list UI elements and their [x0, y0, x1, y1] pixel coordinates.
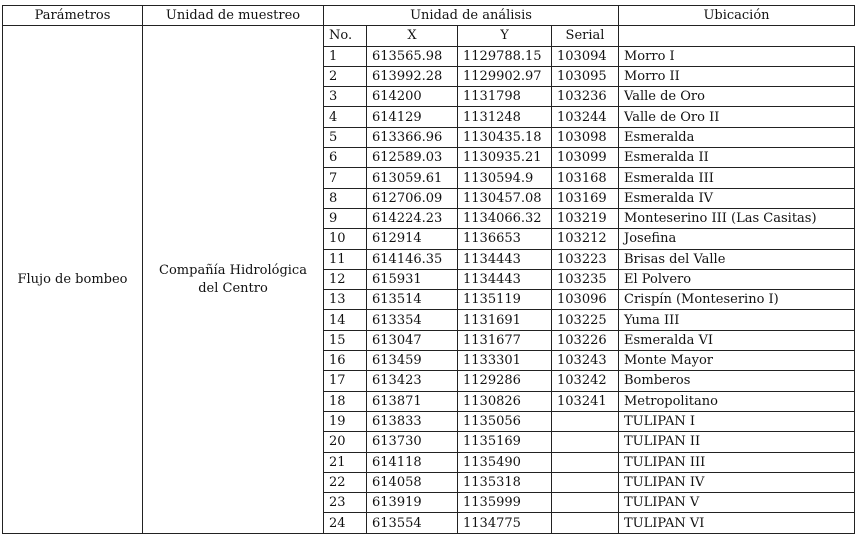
- cell-serial: 103168: [552, 168, 619, 188]
- cell-ubicacion: TULIPAN IV: [619, 472, 855, 492]
- cell-serial: 103244: [552, 107, 619, 127]
- cell-serial: [552, 493, 619, 513]
- cell-y: 1135056: [458, 411, 552, 431]
- cell-serial: 103236: [552, 87, 619, 107]
- cell-no: 8: [324, 188, 367, 208]
- cell-x: 613730: [367, 432, 458, 452]
- cell-x: 612706.09: [367, 188, 458, 208]
- cell-ubicacion: Crispín (Monteserino I): [619, 290, 855, 310]
- cell-no: 17: [324, 371, 367, 391]
- cell-y: 1130826: [458, 391, 552, 411]
- table-body: [3, 26, 855, 533]
- cell-serial: 103099: [552, 148, 619, 168]
- cell-no: 20: [324, 432, 367, 452]
- cell-x: 613514: [367, 290, 458, 310]
- cell-ubicacion: Metropolitano: [619, 391, 855, 411]
- cell-x: 614200: [367, 87, 458, 107]
- cell-y: 1129788.15: [458, 46, 552, 66]
- cell-x: 614224.23: [367, 208, 458, 228]
- cell-serial: [552, 452, 619, 472]
- cell-no: 1: [324, 46, 367, 66]
- cell-y: 1131691: [458, 310, 552, 330]
- cell-y: 1134775: [458, 513, 552, 533]
- cell-y: 1135999: [458, 493, 552, 513]
- cell-no: 6: [324, 148, 367, 168]
- parametro-cell: [3, 26, 143, 533]
- cell-no: 15: [324, 330, 367, 350]
- header-serial: Serial: [552, 26, 619, 46]
- cell-ubicacion: TULIPAN I: [619, 411, 855, 431]
- unidad-muestreo-line1: Compañía Hidrológica: [159, 262, 307, 278]
- header-x: X: [367, 26, 458, 46]
- header-y: Y: [458, 26, 552, 46]
- cell-x: 613354: [367, 310, 458, 330]
- cell-no: 13: [324, 290, 367, 310]
- parametro-text: Flujo de bombeo: [17, 271, 128, 287]
- cell-serial: 103212: [552, 229, 619, 249]
- cell-serial: [552, 472, 619, 492]
- cell-y: 1129902.97: [458, 66, 552, 86]
- cell-serial: 103098: [552, 127, 619, 147]
- header-row-2: [3, 26, 855, 46]
- cell-serial: [552, 411, 619, 431]
- cell-ubicacion: Esmeralda IV: [619, 188, 855, 208]
- cell-ubicacion: TULIPAN II: [619, 432, 855, 452]
- cell-no: 4: [324, 107, 367, 127]
- cell-x: 613871: [367, 391, 458, 411]
- header-ubicacion: Ubicación: [619, 6, 855, 26]
- cell-y: 1135119: [458, 290, 552, 310]
- wells-table: [2, 5, 855, 534]
- cell-serial: 103095: [552, 66, 619, 86]
- header-no: No.: [324, 26, 367, 46]
- cell-y: 1129286: [458, 371, 552, 391]
- cell-serial: 103226: [552, 330, 619, 350]
- cell-x: 613423: [367, 371, 458, 391]
- cell-y: 1130435.18: [458, 127, 552, 147]
- cell-x: 613047: [367, 330, 458, 350]
- header-unidad-muestreo: Unidad de muestreo: [143, 6, 324, 26]
- cell-no: 2: [324, 66, 367, 86]
- cell-serial: [552, 513, 619, 533]
- cell-ubicacion: Brisas del Valle: [619, 249, 855, 269]
- cell-no: 24: [324, 513, 367, 533]
- cell-ubicacion: TULIPAN V: [619, 493, 855, 513]
- cell-ubicacion: Monte Mayor: [619, 351, 855, 371]
- cell-y: 1131677: [458, 330, 552, 350]
- cell-y: 1135490: [458, 452, 552, 472]
- unidad-muestreo-cell: [143, 26, 324, 533]
- cell-x: 612589.03: [367, 148, 458, 168]
- cell-serial: 103225: [552, 310, 619, 330]
- header-row-1: [3, 6, 855, 26]
- cell-y: 1135169: [458, 432, 552, 452]
- cell-serial: 103242: [552, 371, 619, 391]
- cell-serial: [552, 432, 619, 452]
- cell-ubicacion: TULIPAN III: [619, 452, 855, 472]
- cell-x: 613459: [367, 351, 458, 371]
- cell-x: 613565.98: [367, 46, 458, 66]
- cell-ubicacion: Josefina: [619, 229, 855, 249]
- cell-x: 613366.96: [367, 127, 458, 147]
- cell-y: 1133301: [458, 351, 552, 371]
- cell-ubicacion: Valle de Oro II: [619, 107, 855, 127]
- cell-no: 11: [324, 249, 367, 269]
- cell-y: 1135318: [458, 472, 552, 492]
- cell-no: 9: [324, 208, 367, 228]
- cell-serial: 103243: [552, 351, 619, 371]
- cell-serial: 103235: [552, 269, 619, 289]
- cell-y: 1136653: [458, 229, 552, 249]
- cell-serial: 103096: [552, 290, 619, 310]
- cell-ubicacion: Esmeralda III: [619, 168, 855, 188]
- cell-y: 1131248: [458, 107, 552, 127]
- cell-no: 12: [324, 269, 367, 289]
- cell-y: 1131798: [458, 87, 552, 107]
- cell-serial: 103094: [552, 46, 619, 66]
- cell-y: 1130594.9: [458, 168, 552, 188]
- header-unidad-analisis: Unidad de análisis: [324, 6, 619, 26]
- cell-no: 21: [324, 452, 367, 472]
- cell-no: 16: [324, 351, 367, 371]
- cell-serial: 103241: [552, 391, 619, 411]
- cell-ubicacion: Morro I: [619, 46, 855, 66]
- header-parametros: Parámetros: [3, 6, 143, 26]
- cell-y: 1130457.08: [458, 188, 552, 208]
- cell-x: 613919: [367, 493, 458, 513]
- cell-ubicacion: Morro II: [619, 66, 855, 86]
- cell-x: 613992.28: [367, 66, 458, 86]
- cell-ubicacion: TULIPAN VI: [619, 513, 855, 533]
- cell-no: 14: [324, 310, 367, 330]
- cell-serial: 103219: [552, 208, 619, 228]
- cell-x: 614058: [367, 472, 458, 492]
- unidad-muestreo-line2: del Centro: [198, 280, 268, 296]
- cell-x: 614129: [367, 107, 458, 127]
- cell-no: 22: [324, 472, 367, 492]
- cell-y: 1134443: [458, 269, 552, 289]
- cell-no: 5: [324, 127, 367, 147]
- cell-x: 613833: [367, 411, 458, 431]
- cell-y: 1134066.32: [458, 208, 552, 228]
- cell-x: 613059.61: [367, 168, 458, 188]
- cell-x: 615931: [367, 269, 458, 289]
- cell-no: 7: [324, 168, 367, 188]
- cell-no: 3: [324, 87, 367, 107]
- cell-serial: 103223: [552, 249, 619, 269]
- cell-no: 23: [324, 493, 367, 513]
- cell-ubicacion: Monteserino III (Las Casitas): [619, 208, 855, 228]
- cell-ubicacion: Bomberos: [619, 371, 855, 391]
- cell-ubicacion: El Polvero: [619, 269, 855, 289]
- cell-ubicacion: Esmeralda II: [619, 148, 855, 168]
- cell-no: 19: [324, 411, 367, 431]
- cell-x: 613554: [367, 513, 458, 533]
- cell-x: 614118: [367, 452, 458, 472]
- cell-no: 18: [324, 391, 367, 411]
- cell-ubicacion: Esmeralda: [619, 127, 855, 147]
- cell-x: 612914: [367, 229, 458, 249]
- cell-serial: 103169: [552, 188, 619, 208]
- cell-ubicacion: Esmeralda VI: [619, 330, 855, 350]
- cell-ubicacion: Valle de Oro: [619, 87, 855, 107]
- cell-ubicacion: Yuma III: [619, 310, 855, 330]
- cell-no: 10: [324, 229, 367, 249]
- cell-x: 614146.35: [367, 249, 458, 269]
- cell-y: 1130935.21: [458, 148, 552, 168]
- cell-y: 1134443: [458, 249, 552, 269]
